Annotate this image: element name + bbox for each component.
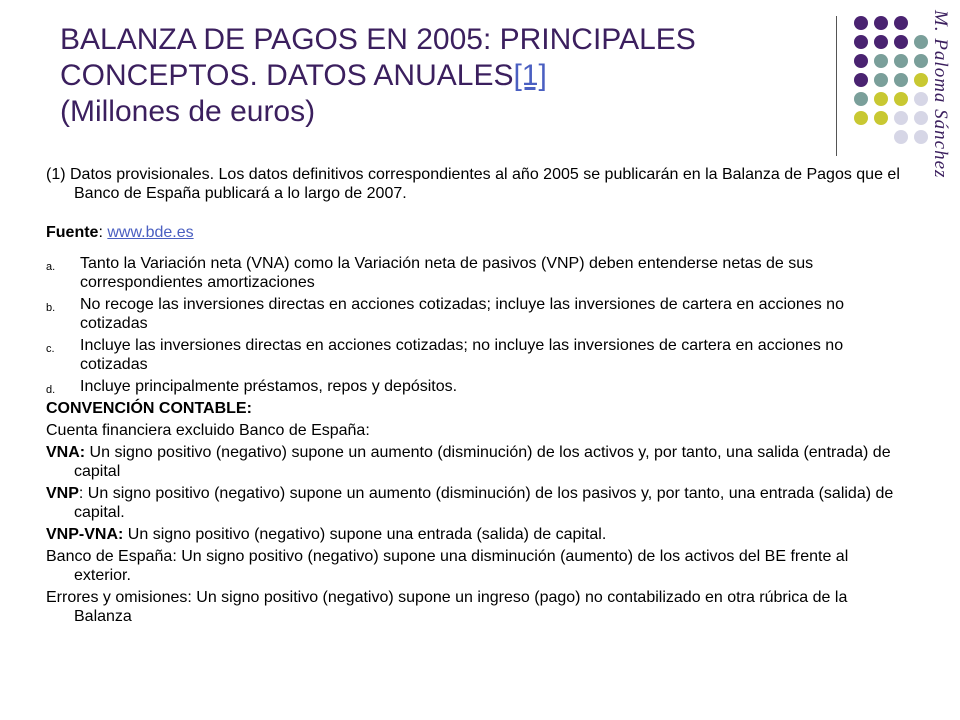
- dot: [854, 54, 868, 68]
- dot: [874, 73, 888, 87]
- bde-definition: Banco de España: Un signo positivo (negativo) supone una disminución (aumento) de los activos del BE frente al exterior.: [46, 548, 849, 584]
- list-item: [46, 377, 906, 396]
- dot: [894, 16, 908, 30]
- dot: [914, 54, 928, 68]
- dot: [874, 54, 888, 68]
- vnp-text: : Un signo positivo (negativo) supone un aumento (disminución) de los pasivos y, por tanto, una entrada (salida) de capital.: [74, 485, 894, 521]
- dot: [854, 35, 868, 49]
- dot: [914, 73, 928, 87]
- dot: [914, 130, 928, 144]
- dot: [854, 111, 868, 125]
- source-separator: :: [98, 224, 108, 241]
- list-item-text: Incluye principalmente préstamos, repos y depósitos.: [80, 378, 458, 395]
- dot: [874, 111, 888, 125]
- vna-label: VNA:: [46, 444, 86, 461]
- title-line-1: BALANZA DE PAGOS EN 2005: PRINCIPALES: [60, 23, 696, 56]
- vna-definition: [46, 443, 906, 481]
- dot: [894, 73, 908, 87]
- dot: [874, 16, 888, 30]
- convention-intro: Cuenta financiera excluido Banco de España:: [46, 422, 370, 439]
- dot: [874, 92, 888, 106]
- source-label: Fuente: [46, 224, 99, 241]
- dot: [894, 54, 908, 68]
- notes-list: [46, 254, 906, 396]
- list-item-text: No recoge las inversiones directas en acciones cotizadas; incluye las inversiones de cartera en acciones no cotizadas: [80, 296, 844, 332]
- dot: [894, 130, 908, 144]
- errores-definition: Errores y omisiones: Un signo positivo (negativo) supone un ingreso (pago) no contabilizado en otra rúbrica de la Balanza: [46, 589, 848, 625]
- dot: [914, 92, 928, 106]
- title-line-3: (Millones de euros): [60, 95, 316, 128]
- convention-heading: CONVENCIÓN CONTABLE:: [46, 400, 252, 417]
- dot: [854, 92, 868, 106]
- dot: [914, 111, 928, 125]
- list-item-text: Tanto la Variación neta (VNA) como la Variación neta de pasivos (VNP) deben entenderse netas de sus correspondientes amortizaciones: [80, 255, 814, 291]
- list-marker: b.: [46, 302, 56, 314]
- dot: [914, 35, 928, 49]
- dot: [854, 16, 868, 30]
- vnp-label: VNP: [46, 485, 79, 502]
- author-signature: M. Paloma Sánchez: [930, 10, 951, 179]
- source-link[interactable]: www.bde.es: [107, 224, 194, 241]
- provisional-note: (1) Datos provisionales. Los datos definitivos correspondientes al año 2005 se publicarán en la Balanza de Pagos que el Banco de España publicará a lo largo de 2007.: [46, 166, 900, 202]
- slide-title: [60, 22, 830, 130]
- title-line-2: CONCEPTOS. DATOS ANUALES: [60, 59, 514, 92]
- list-marker: d.: [46, 384, 56, 396]
- list-marker: c.: [46, 343, 55, 355]
- decorative-dot-grid: [846, 14, 936, 154]
- list-item-text: Incluye las inversiones directas en acciones cotizadas; no incluye las inversiones de cartera en acciones no cotizadas: [80, 337, 844, 373]
- slide-body: [46, 165, 906, 626]
- dot: [894, 92, 908, 106]
- vnp-vna-text: Un signo positivo (negativo) supone una entrada (salida) de capital.: [123, 526, 607, 543]
- dot: [854, 73, 868, 87]
- list-item: [46, 254, 906, 292]
- divider-line: [836, 16, 837, 156]
- vnp-vna-definition: [46, 525, 906, 544]
- footnote-link[interactable]: [1]: [513, 59, 547, 92]
- vna-text: Un signo positivo (negativo) supone un aumento (disminución) de los activos y, por tanto, una salida (entrada) de capital: [74, 444, 891, 480]
- dot: [894, 111, 908, 125]
- vnp-definition: [46, 484, 906, 522]
- dot: [874, 35, 888, 49]
- dot: [894, 35, 908, 49]
- list-item: [46, 336, 906, 374]
- vnp-vna-label: VNP-VNA:: [46, 526, 124, 543]
- list-item: [46, 295, 906, 333]
- list-marker: a.: [46, 261, 56, 273]
- source-line: [46, 223, 906, 242]
